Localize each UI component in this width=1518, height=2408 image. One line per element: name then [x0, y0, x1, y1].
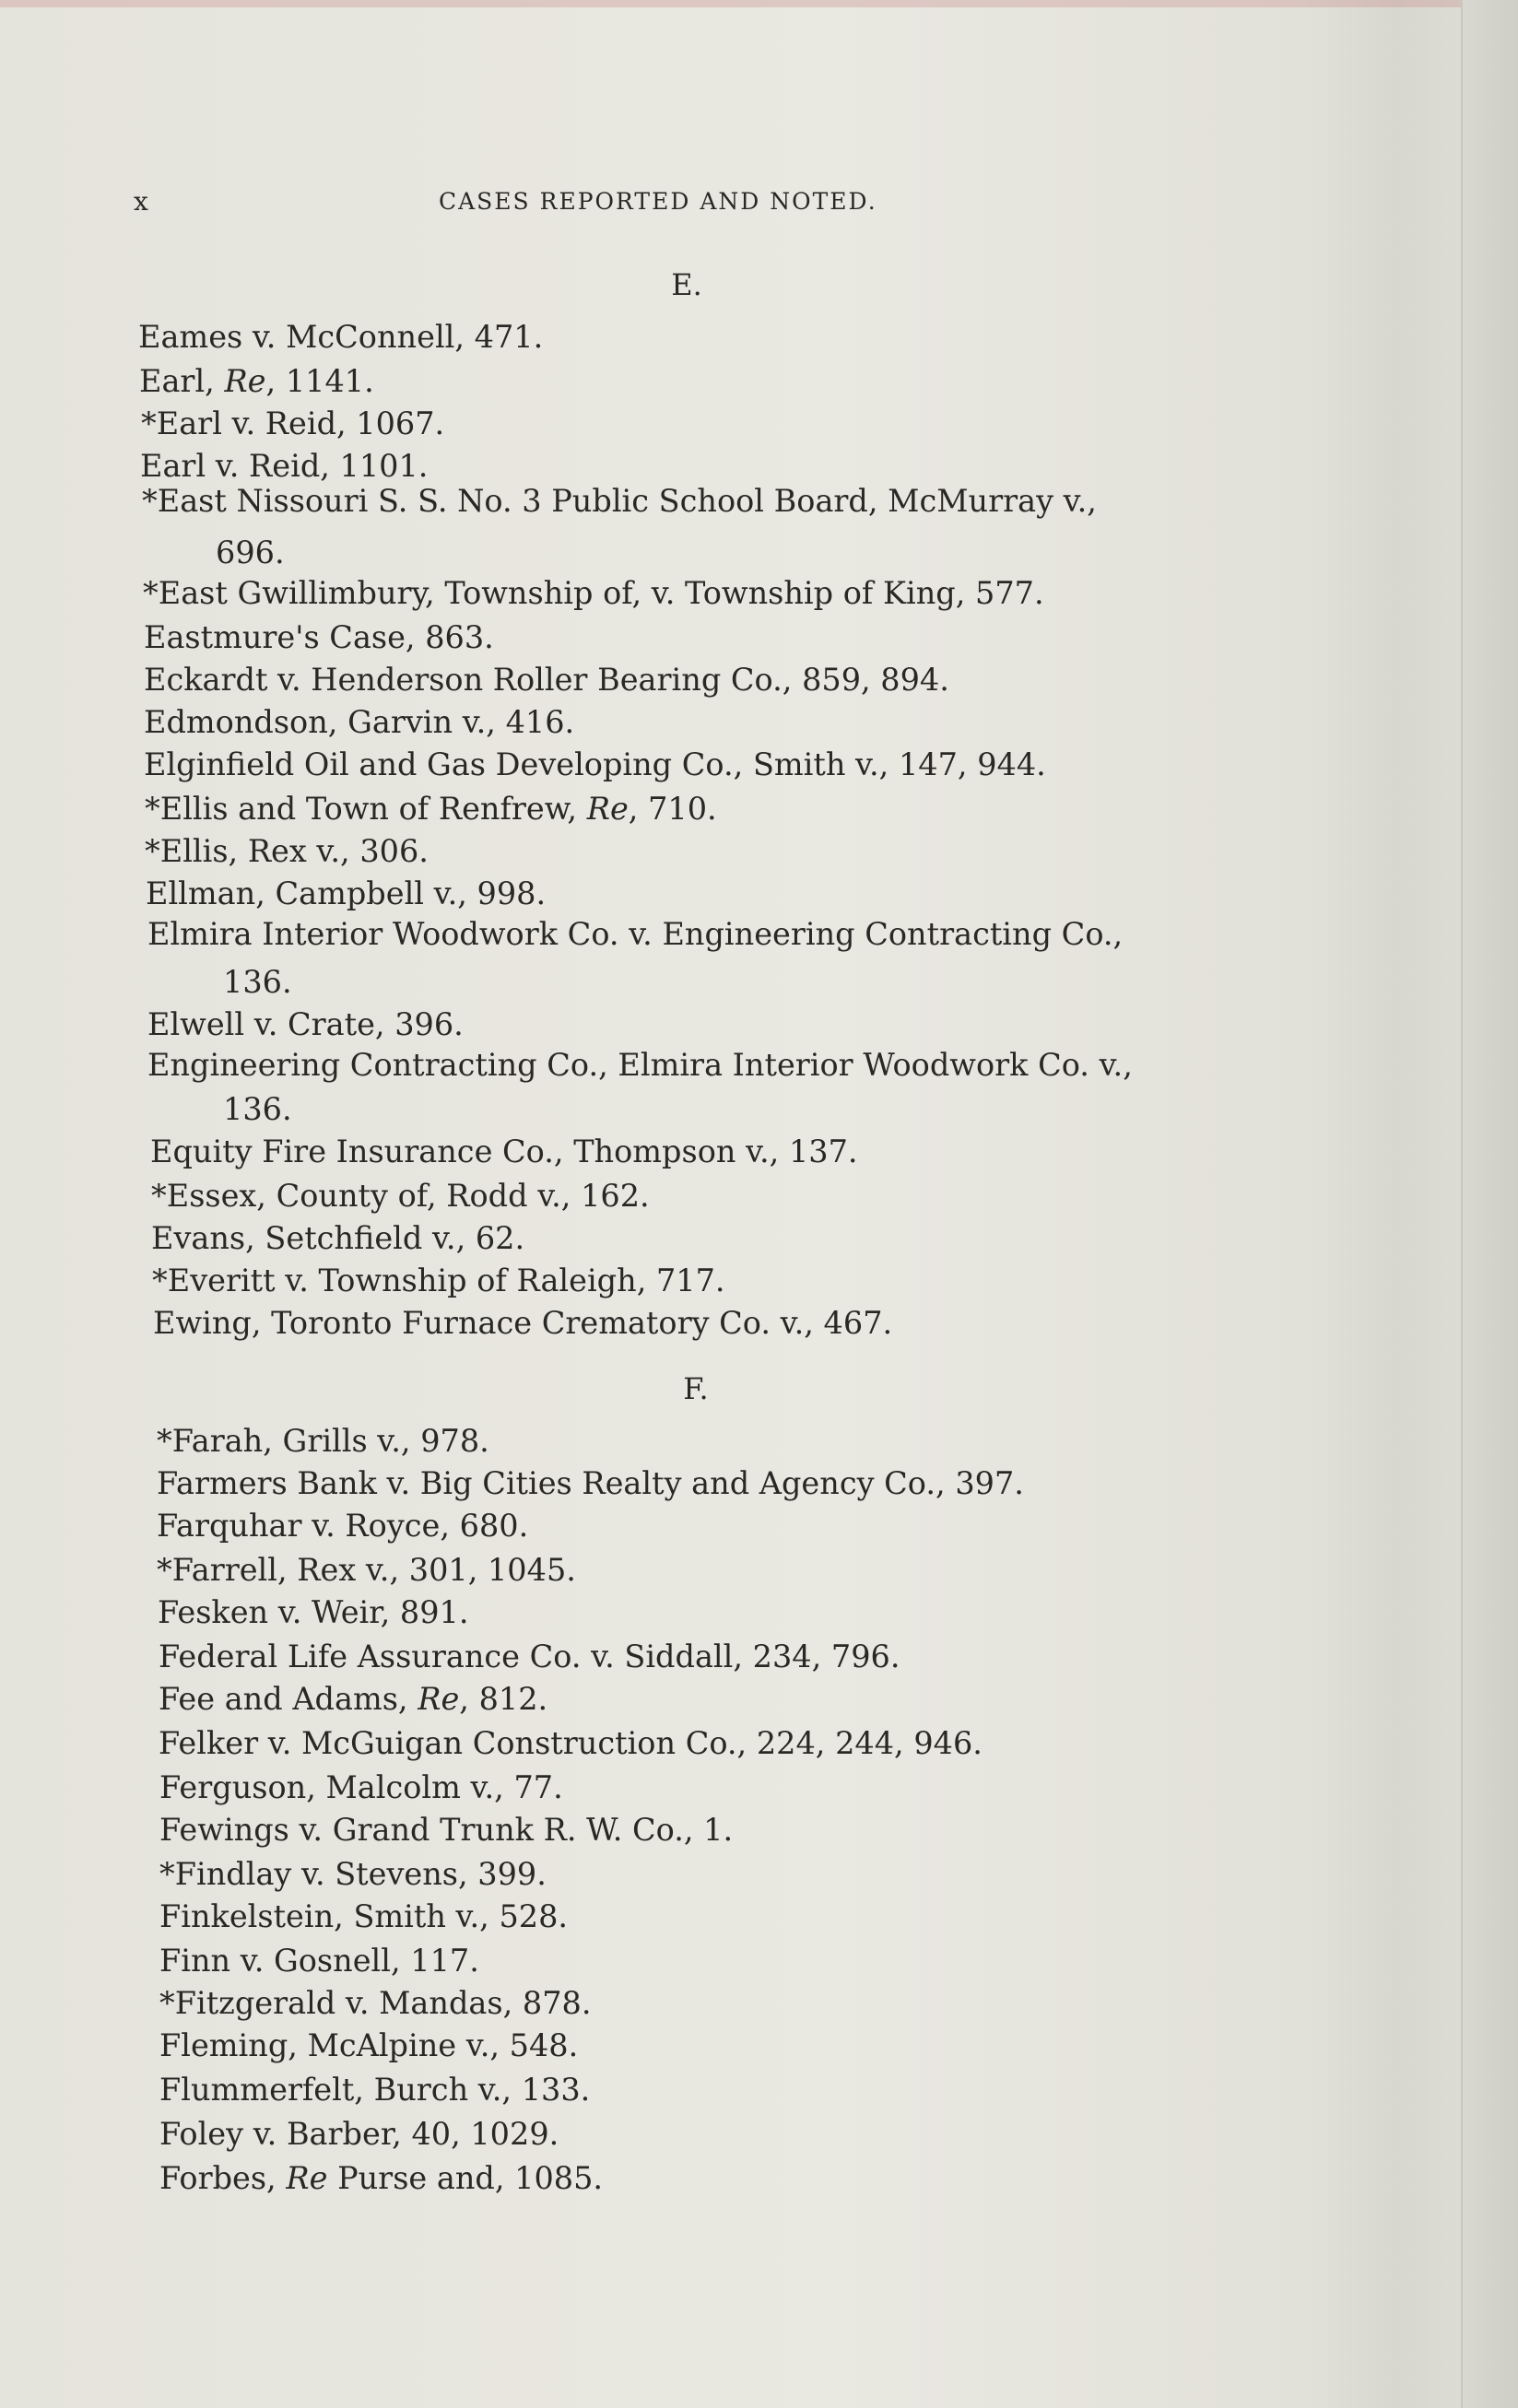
section-letter-f: F.	[683, 1371, 709, 1406]
list-item: Federal Life Assurance Co. v. Siddall, 234, 796.	[159, 1639, 900, 1674]
list-item: Ellman, Campbell v., 998.	[146, 875, 547, 911]
list-item-continuation: 136.	[223, 964, 292, 1000]
list-item: *Farah, Grills v., 978.	[157, 1423, 489, 1459]
list-item: *Findlay v. Stevens, 399.	[159, 1856, 547, 1892]
list-item: Farmers Bank v. Big Cities Realty and Agency Co., 397.	[157, 1465, 1024, 1501]
page-number: x	[134, 186, 149, 217]
list-item: Earl v. Reid, 1101.	[140, 448, 429, 484]
page-header	[0, 186, 1518, 223]
list-item: Eckardt v. Henderson Roller Bearing Co., 859, 894.	[144, 662, 949, 698]
list-item: *East Nissouri S. S. No. 3 Public School Board, McMurray v.,	[142, 483, 1097, 519]
page-binding-edge	[1461, 0, 1518, 2408]
list-item: Fewings v. Grand Trunk R. W. Co., 1.	[159, 1812, 734, 1848]
list-item: Ewing, Toronto Furnace Crematory Co. v., 467.	[153, 1305, 893, 1341]
list-item: Forbes, Re Purse and, 1085.	[159, 2160, 604, 2196]
section-letter-e: E.	[671, 267, 702, 302]
list-item: Engineering Contracting Co., Elmira Interior Woodwork Co. v.,	[147, 1047, 1133, 1083]
list-item: *Farrell, Rex v., 301, 1045.	[157, 1552, 576, 1588]
list-item: Flummerfelt, Burch v., 133.	[159, 2072, 591, 2108]
list-item: *East Gwillimbury, Township of, v. Township of King, 577.	[143, 575, 1044, 611]
list-item: Elmira Interior Woodwork Co. v. Engineering Contracting Co.,	[147, 916, 1124, 952]
list-item: Foley v. Barber, 40, 1029.	[159, 2116, 559, 2152]
list-item: Eames v. McConnell, 471.	[138, 319, 544, 355]
list-item-continuation: 136.	[223, 1091, 292, 1127]
list-item: Farquhar v. Royce, 680.	[157, 1508, 529, 1544]
list-item: Elwell v. Crate, 396.	[147, 1006, 464, 1042]
list-item: *Fitzgerald v. Mandas, 878.	[159, 1985, 592, 2021]
list-item: *Everitt v. Township of Raleigh, 717.	[152, 1263, 725, 1298]
list-item: Ferguson, Malcolm v., 77.	[159, 1769, 563, 1805]
list-item: Edmondson, Garvin v., 416.	[144, 704, 575, 740]
running-title: CASES REPORTED AND NOTED.	[439, 188, 877, 215]
list-item: *Essex, County of, Rodd v., 162.	[151, 1178, 650, 1214]
list-item: Eastmure's Case, 863.	[144, 619, 494, 655]
page-top-edge	[0, 0, 1518, 7]
list-item: Elginfield Oil and Gas Developing Co., Smith v., 147, 944.	[144, 746, 1046, 782]
list-item: *Ellis and Town of Renfrew, Re, 710.	[145, 791, 717, 827]
list-item: Earl, Re, 1141.	[139, 363, 374, 399]
list-item: Equity Fire Insurance Co., Thompson v., 137.	[150, 1134, 858, 1169]
list-item: Fleming, McAlpine v., 548.	[159, 2027, 579, 2063]
list-item: *Ellis, Rex v., 306.	[145, 833, 429, 869]
list-item: Evans, Setchfield v., 62.	[151, 1220, 525, 1256]
list-item: Finn v. Gosnell, 117.	[159, 1943, 479, 1979]
list-item: Fesken v. Weir, 891.	[158, 1594, 469, 1630]
list-item-continuation: 696.	[216, 534, 285, 570]
list-item: *Earl v. Reid, 1067.	[141, 405, 445, 441]
list-item: Finkelstein, Smith v., 528.	[159, 1898, 569, 1934]
list-item: Fee and Adams, Re, 812.	[159, 1681, 548, 1717]
list-item: Felker v. McGuigan Construction Co., 224, 244, 946.	[159, 1725, 983, 1761]
